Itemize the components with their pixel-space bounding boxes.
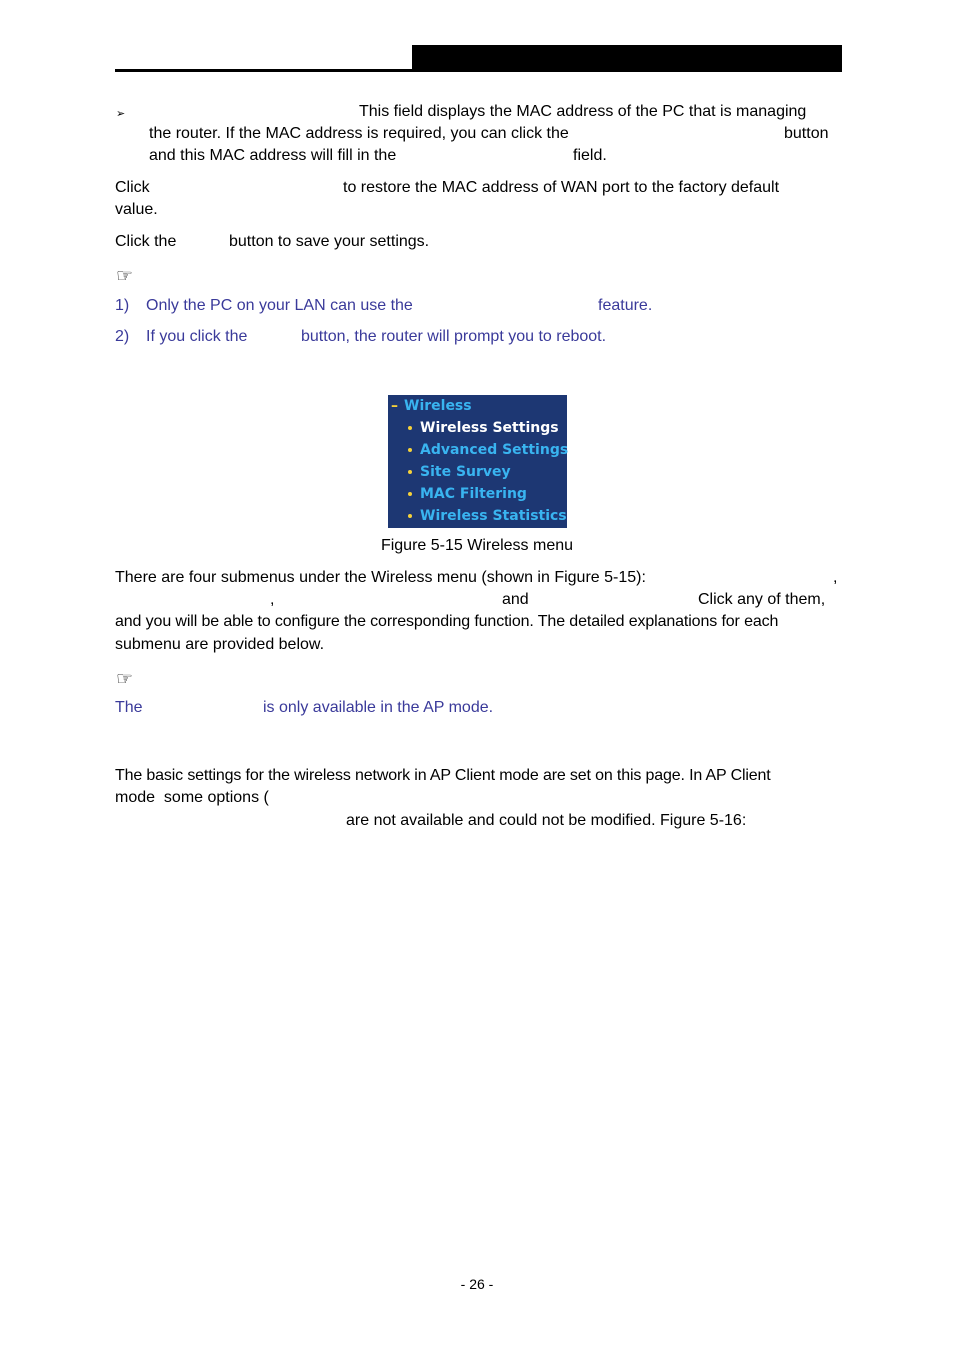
save-para-a: Click the bbox=[115, 233, 177, 250]
note2-hand-icon: ☞ bbox=[116, 669, 134, 690]
menu-header-wireless[interactable]: Wireless bbox=[404, 398, 472, 414]
menu-bullet-icon bbox=[408, 448, 412, 452]
save-para-b: button to save your settings. bbox=[229, 233, 430, 250]
mac-para-line2b: button bbox=[784, 125, 829, 142]
mac-para-line2a: the router. If the MAC address is required, you can click the bbox=[149, 125, 569, 142]
restore-para-line2: value. bbox=[115, 201, 158, 218]
menu-bullet-icon bbox=[408, 492, 412, 496]
menu-item-site-survey[interactable]: Site Survey bbox=[420, 464, 511, 480]
note1-item2-number: 2) bbox=[115, 328, 130, 345]
basic-para-line1: The basic settings for the wireless network in AP Client mode are set on this page. In AP Client bbox=[115, 767, 771, 784]
mac-para-line3a: and this MAC address will fill in the bbox=[149, 147, 397, 164]
menu-bullet-icon bbox=[408, 426, 412, 430]
bullet-icon: ➢ bbox=[116, 108, 126, 120]
wireless-menu-figure bbox=[388, 395, 567, 528]
submenu-para-comma2: , bbox=[270, 591, 275, 608]
restore-para-click: Click bbox=[115, 179, 150, 196]
submenu-para-line1: There are four submenus under the Wireless menu (shown in Figure 5-15): bbox=[115, 569, 646, 586]
note1-item1-text: Only the PC on your LAN can use the bbox=[146, 297, 413, 314]
figure-caption: Figure 5-15 Wireless menu bbox=[380, 537, 574, 554]
menu-bullet-icon bbox=[408, 470, 412, 474]
note1-item2-end: button, the router will prompt you to reboot. bbox=[301, 328, 607, 345]
submenu-para-line2-end: Click any of them, bbox=[698, 591, 826, 608]
menu-item-wireless-statistics[interactable]: Wireless Statistics bbox=[420, 508, 567, 524]
note-hand-icon: ☞ bbox=[116, 266, 134, 287]
mac-para-line3b: field. bbox=[573, 147, 607, 164]
note1-item1-number: 1) bbox=[115, 297, 130, 314]
note2-text-b: is only available in the AP mode. bbox=[263, 699, 494, 716]
menu-item-mac-filtering[interactable]: MAC Filtering bbox=[420, 486, 527, 502]
menu-bullet-icon bbox=[408, 514, 412, 518]
menu-item-wireless-settings[interactable]: Wireless Settings bbox=[420, 420, 559, 436]
menu-item-advanced-settings[interactable]: Advanced Settings bbox=[420, 442, 569, 458]
header-bar bbox=[412, 45, 842, 72]
restore-para-line1: to restore the MAC address of WAN port to the factory default bbox=[343, 179, 780, 196]
note1-item1-end: feature. bbox=[598, 297, 653, 314]
header-rule bbox=[115, 69, 842, 72]
note1-item2-text: If you click the bbox=[146, 328, 248, 345]
basic-para-line2: mode some options ( bbox=[115, 789, 269, 806]
submenu-para-line3: and you will be able to configure the corresponding function. The detailed explanations for each bbox=[115, 613, 779, 630]
submenu-para-line4: submenu are provided below. bbox=[115, 636, 325, 653]
note2-text-a: The bbox=[115, 699, 143, 716]
collapse-icon: – bbox=[391, 398, 398, 414]
mac-para-line1: This field displays the MAC address of the PC that is managing bbox=[359, 103, 807, 120]
basic-para-line3: are not available and could not be modified. Figure 5-16: bbox=[346, 812, 747, 829]
page-number: - 26 - bbox=[460, 1276, 494, 1292]
submenu-para-comma1: , bbox=[833, 569, 838, 586]
submenu-para-and: and bbox=[502, 591, 529, 608]
